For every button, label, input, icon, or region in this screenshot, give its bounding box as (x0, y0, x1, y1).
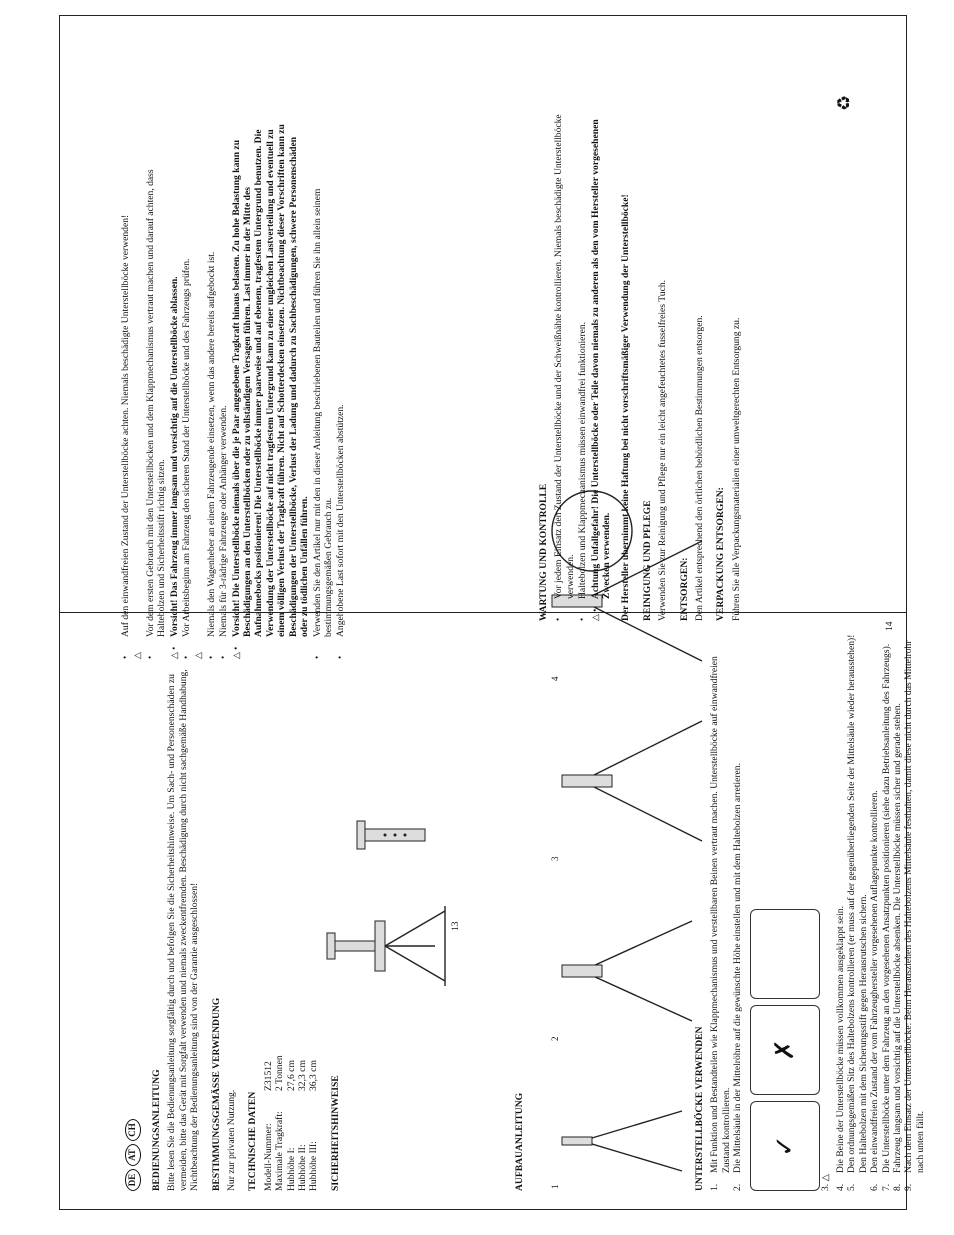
warning-icon: • (120, 655, 130, 659)
use-section (684, 631, 926, 1191)
page-13-safety-column (120, 124, 348, 659)
use-list-continued (835, 631, 926, 1191)
safety-heading: SICHERHEITSHINWEISE (329, 1075, 341, 1191)
flag-at: AT (125, 1144, 141, 1166)
list-item: △ • Vorsicht! Die Unterstellböcke niemals über die je Paar angegebene Tragkraft hinaus belasten. Zu hohe Belastung kann zu Beschädigungen an den Unterstellböcken oder zu vollständigem Versagen führen. Last immer in der Mitte des Aufnahmebocks positionieren! Die Unterstellböcke immer paarweise und auf ebenem, tragfestem Untergrund benutzen. Die Verwendung der Unterstellböcke auf nicht tragfestem Untergrund kann zu einer ungleichen Lastverteilung und eventuell zu einem völligen Verlust der Tragkraft führen. Nicht auf Schotterdecken einsetzen. Nichtbeachtung dieser Vorschriften kann zu Beschädigungen der Unterstellböcke, Verlust der Ladung und dadurch zu Sachbeschädigungen, schwere Personenschäden oder zu tödlichen Unfällen führen. (230, 124, 311, 659)
list-item: 7. Die Unterstellböcke unter dem Fahrzeug an den vorgesehenen Ansatzpunkten positionieren (siehe dazu Betriebsanleitung des Fahrzeugs). (880, 643, 892, 1191)
list-item (132, 124, 143, 659)
list-item: △ • Achtung Unfallgefahr! Die Unterstellböcke oder Teile davon niemals zu anderen als den vom Hersteller vorgesehenen Zwecken verwenden. (589, 119, 613, 621)
warning-icon: △ (132, 652, 143, 659)
bullet-icon: • (335, 655, 346, 659)
country-flags (125, 661, 141, 1191)
page-number: 14 (884, 621, 895, 631)
warning-icon: △ • (168, 646, 179, 659)
care-heading: REINIGUNG UND PFLEGE (641, 500, 653, 621)
page-13-left-column (125, 661, 345, 1191)
spec-label: Modell-Nummer: (262, 1123, 274, 1191)
page-13 (60, 16, 484, 1211)
use-heading: UNTERSTELLBÖCKE VERWENDEN (694, 1026, 705, 1191)
disposal-heading: ENTSORGEN: (678, 557, 690, 621)
list-item: △ • Vorsicht! Das Fahrzeug immer langsam und vorsichtig auf die Unterstellböcke ablassen. (168, 276, 180, 659)
bullet-icon: • (181, 655, 192, 659)
list-item: • Niemals für 3-rädrige Fahrzeuge oder Anhänger verwenden. (218, 405, 230, 659)
flag-ch: CH (125, 1119, 141, 1141)
tech-heading: TECHNISCHE DATEN (247, 1091, 259, 1191)
check-icon: ✓ (750, 1101, 820, 1191)
list-item: • Verwenden Sie den Artikel nur mit den in dieser Anleitung beschriebenen Bauteilen und führen Sie ihn allein seinem bestimmungsgemäßen Gebrauch zu. (311, 188, 334, 659)
list-item: • Vor jedem Einsatz den Zustand der Unterstellböcke und der Schweißnähte kontrollieren. Niemals beschädigte Unterstellböcke verwenden. (553, 114, 576, 621)
spec-value: 2 Tonnen (274, 1055, 286, 1091)
maintenance-heading: WARTUNG UND KONTROLLE (538, 483, 549, 621)
usage-heading: BESTIMMUNGSGEMÄSSE VERWENDUNG (210, 997, 222, 1191)
pin-check-diagrams (750, 631, 820, 1191)
assembly-heading: AUFBAUANLEITUNG (514, 1092, 525, 1191)
maintenance-list (553, 81, 612, 621)
list-item: • Niemals den Wagenheber an einem Fahrzeugende einsetzen, wenn das andere bereits aufgebockt ist. (205, 251, 217, 659)
liability-note: Der Hersteller übernimmt keine Haftung bei nicht vorschriftsmäßiger Verwendung der Unterstellböcke! (620, 194, 632, 621)
page-14 (484, 16, 926, 1211)
list-item: 6. Den einwandfreien Zustand der vom Fahrzeughersteller vorgesehenen Auflagepunkte kontrollieren. (869, 790, 881, 1191)
use-step-3: 3. △ (819, 1174, 831, 1191)
tech-spec-table (263, 661, 320, 1191)
bullet-icon: • (311, 655, 322, 659)
list-item: 4. Die Beine der Unterstellböcke müssen vollkommen ausgeklappt sein. (835, 906, 847, 1191)
step-label: 4 (550, 676, 560, 681)
flag-de: DE (125, 1169, 141, 1191)
bullet-icon: • (553, 617, 564, 621)
care-text: Verwenden Sie zur Reinigung und Pflege nur ein leicht angefeuchtetes fusselfreies Tuch. (657, 279, 669, 621)
spec-value: 32,3 cm (297, 1060, 309, 1091)
spec-label: Hubhöhe II: (297, 1144, 309, 1191)
list-item: 2. Die Mittelsäule in der Mittelröhre auf die gewünschte Höhe einstellen und mit dem Haltebolzen arretieren. (732, 763, 744, 1191)
disposal-text: Den Artikel entsprechend den örtlichen behördlichen Bestimmungen entsorgen. (694, 315, 706, 621)
list-item: 5. Den ordnungsgemäßen Sitz des Haltebolzens kontrollieren (er muss auf der gegenüberliegenden Seite der Mittelsäule wieder herausstehen)! Den Haltebolzen mit dem Sicherungsstift gegen Herausrutschen sichern. (846, 634, 869, 1191)
jack-stand-illustration (315, 751, 455, 991)
list-item: • Vor Arbeitsbeginn am Fahrzeug den sicheren Stand der Unterstellböcke und des Fahrzeugs prüfen. (181, 258, 193, 659)
spec-label: Maximale Tragkraft: (274, 1111, 286, 1191)
spec-label: Hubhöhe I: (285, 1147, 297, 1191)
list-item: • Haltebolzen und Klappmechanismus müssen einwandfrei funktionieren. (577, 321, 589, 621)
spec-label: Hubhöhe III: (308, 1141, 320, 1191)
pin-detail-image (750, 909, 820, 999)
use-list (709, 631, 743, 1191)
warning-icon: △ • (230, 646, 241, 659)
list-item: 8. Fahrzeug langsam und vorsichtig auf die Unterstellböcke absenken. Die Unterstellböcke müssen sicher und gerade stehen. (892, 703, 904, 1191)
warning-icon: △ (193, 652, 204, 659)
spec-value: Z31512 (262, 1061, 274, 1091)
bullet-icon: • (144, 655, 155, 659)
page-number: 13 (450, 921, 461, 931)
list-item: • Angehobene Last sofort mit den Unterstellböcken abstützen. (335, 404, 347, 659)
list-item: 9. Nach dem Einsatz der Unterstellböcke: Beim Herausziehen des Haltebolzens Mittelsäule festhalten, damit diese nicht durch das Mittelrohr nach unten fällt. (903, 640, 926, 1191)
recycling-bin-icon: ♻ (834, 94, 854, 111)
warning-icon: △ • (589, 608, 600, 621)
spec-value: 36,3 cm (308, 1060, 320, 1091)
bullet-icon: • (205, 655, 216, 659)
list-item: • Vor dem ersten Gebrauch mit den Unterstellböcken und dem Klappmechanismus vertraut machen und darauf achten, dass Haltebolzen und Sicherheitsstift richtig sitzen. (144, 169, 168, 659)
bullet-icon: • (218, 655, 229, 659)
step-label: 3 (550, 856, 560, 861)
manual-title: BEDIENUNGSANLEITUNG (151, 1069, 162, 1191)
packaging-text: Führen Sie alle Verpackungsmaterialien einer umweltgerechten Entsorgung zu. (730, 317, 742, 621)
step-label: 1 (550, 1184, 560, 1189)
safety-list (120, 124, 347, 659)
usage-text: Nur zur privaten Nutzung. (226, 1089, 238, 1191)
intro-text: Bitte lesen Sie die Bedienungsanleitung sorgfältig durch und befolgen Sie die Sicherheitshinweise. Um Sach- und Personenschäden zu vermeiden, bitte das Gerät mit Sorgfalt verwenden und niemals zweckentfremden. Beschädigung durch nicht sachgemäße Handhabung, Nichtbeachtung der Bedienungsanleitung sind von der Garantie ausgeschlossen! (166, 669, 201, 1191)
page-14-right-column (528, 81, 742, 621)
warning-icon: △ (819, 1174, 831, 1182)
list-item: • Auf den einwandfreien Zustand der Unterstellböcke achten. Niemals beschädigte Unterstellböcke verwenden! (120, 214, 131, 659)
list-item (193, 124, 204, 659)
cross-icon: ✗ (750, 1005, 820, 1095)
step-label: 2 (550, 1036, 560, 1041)
spec-value: 27,6 cm (285, 1060, 297, 1091)
list-item: 1. Mit Funktion und Bestandteilen wie Klappmechanismus und verstellbaren Beinen vertraut machen. Unterstellböcke auf einwandfreien Zustand kontrollieren. (709, 656, 732, 1191)
packaging-heading: VERPACKUNG ENTSORGEN: (715, 487, 727, 621)
bullet-icon: • (577, 617, 588, 621)
